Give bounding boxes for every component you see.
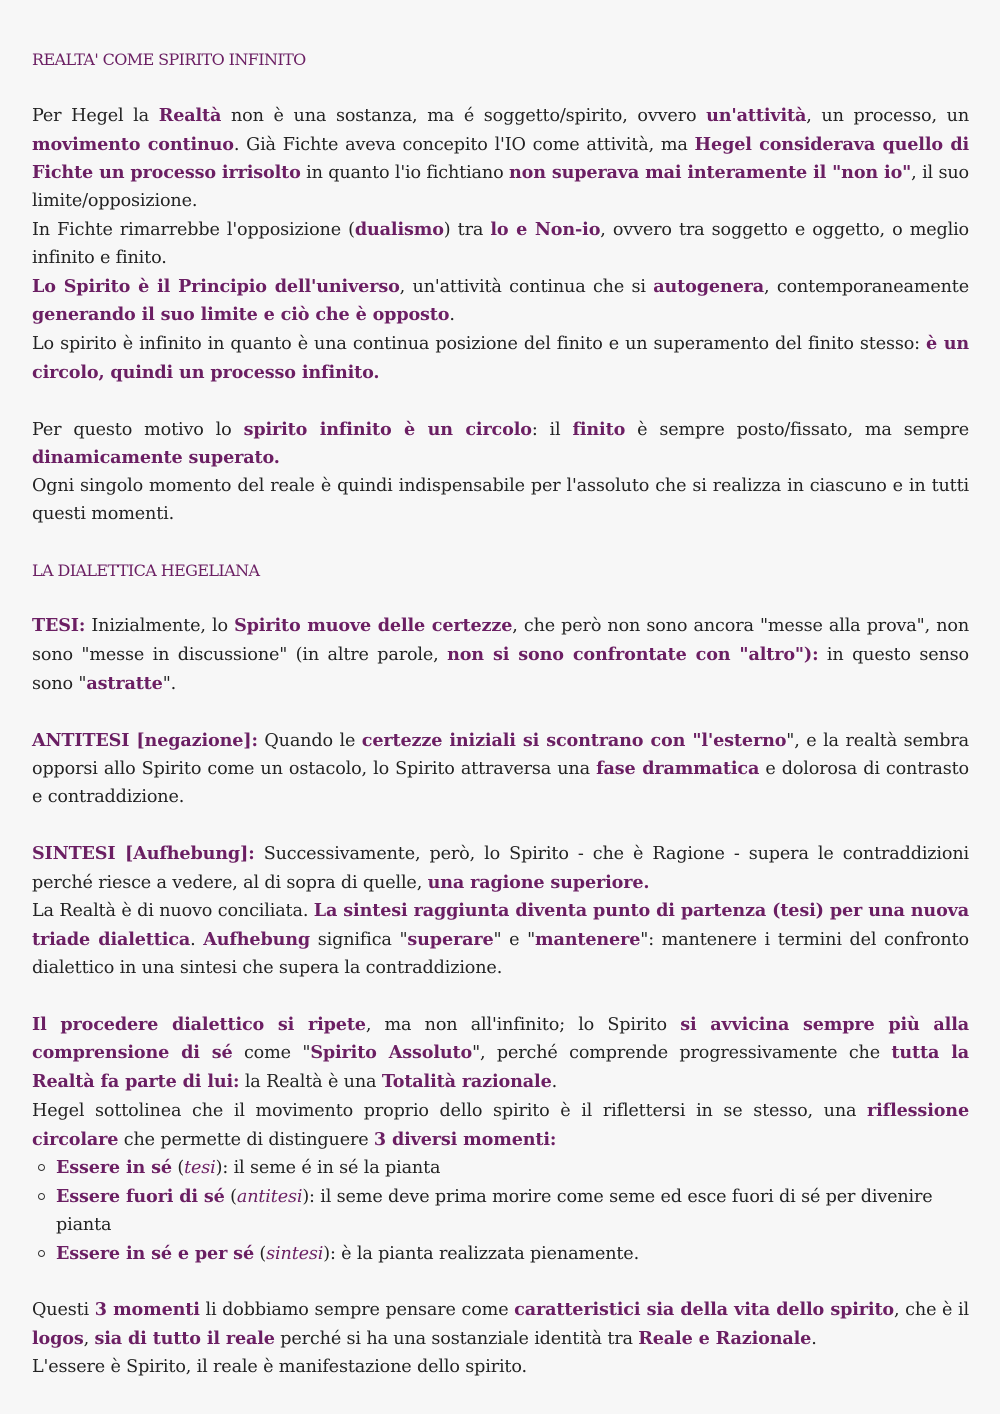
highlighted-text: dualismo [354,218,444,240]
spacer [32,585,969,613]
text-run: , che però non sono ancora "messe alla prova", non sono "messe in discussione" (in altre parole, [32,616,969,666]
moment-description: è la pianta realizzata pienamente. [341,1243,640,1264]
moment-name: Essere in sé e per sé [56,1242,254,1264]
highlighted-text: non superava mai interamente il "non io" [508,162,912,184]
text-run: Quando le [257,730,362,751]
text-run: . [190,930,204,951]
list-item: Essere in sé e per sé (sintesi): è la pianta realizzata pienamente. [32,1240,969,1269]
paragraph-sintesi-aufhebung [32,897,969,982]
text-run: Questi [32,1300,95,1321]
highlighted-text: Reale e Razionale [638,1328,812,1350]
paragraph-realta-soggetto [32,102,969,216]
highlighted-text: certezze iniziali si scontrano con "l'esterno [361,729,787,751]
spacer [32,388,969,416]
section-title-dialettica: LA DIALETTICA HEGELIANA [32,560,260,580]
text-run: . [551,1072,558,1093]
text-run: li dobbiamo sempre pensare come [199,1300,515,1321]
spacer [32,983,969,1011]
highlighted-text: dinamicamente superato. [32,447,280,469]
paragraph-essere-spirito [32,1354,969,1382]
spacer [32,529,969,557]
paragraph-circolo [32,416,969,474]
highlighted-text: astratte [86,672,163,694]
highlighted-text: Lo Spirito è il Principio dell'universo [32,275,400,297]
highlighted-text: superare [407,929,494,951]
highlighted-text: sia di tutto il reale [94,1328,275,1350]
text-run: , un processo, un [806,105,970,126]
highlighted-text: mantenere [535,929,641,951]
highlighted-text: riflessione circolare [32,1099,969,1150]
highlighted-text: spirito infinito è un circolo [243,418,532,440]
text-run: ", perché comprende progressivamente che [472,1043,892,1064]
highlighted-text: 3 momenti [94,1299,200,1321]
text-run: L'essere è Spirito, il reale è manifestazione dello spirito. [32,1357,527,1378]
paragraph-tre-momenti [32,1296,969,1354]
text-run: è sempre posto/fissato, ma sempre [625,419,969,440]
text-run: e dolorosa di contrasto e contraddizione. [32,759,969,808]
highlighted-text: si avvicina sempre più alla comprensione di sé [32,1013,969,1064]
highlighted-text: ANTITESI [negazione]: [32,729,258,751]
highlighted-text: finito [572,418,626,440]
text-run: ) tra [443,219,491,240]
moment-label: antitesi [236,1187,303,1208]
text-run: , il suo limite/opposizione. [32,163,969,212]
text-run: come " [232,1043,311,1064]
text-run: . [811,1329,817,1350]
highlighted-text: Hegel considerava quello di Fichte un processo irrisolto [32,133,970,184]
text-run: , contemporaneamente [764,276,969,297]
highlighted-text: fase drammatica [596,758,760,780]
section-title-realta: REALTA' COME SPIRITO INFINITO [32,50,306,69]
moment-name: Essere fuori di sé [56,1186,225,1208]
text-run: Per Hegel la [32,105,159,126]
spacer [32,74,969,102]
highlighted-text: non si sono confrontate con "altro"): [447,644,819,666]
text-run: Hegel sottolinea che il movimento proprio dello spirito è il riflettersi in se stesso, una [32,1100,868,1121]
moment-description: il seme é in sé la pianta [233,1158,441,1179]
highlighted-text: Spirito muove delle certezze [234,615,513,637]
moment-name: Essere in sé [56,1157,172,1179]
text-run: Inizialmente, lo [85,616,235,637]
highlighted-text: una ragione superiore. [427,871,650,893]
text-run: In Fichte rimarrebbe l'opposizione ( [32,219,355,240]
text-run: che permette di distinguere [118,1129,374,1150]
paragraph-momento-reale [32,473,969,529]
text-run: . [449,305,455,326]
text-run: ": mantenere i termini del confronto dialettico in una sintesi che supera la contraddizione. [32,930,969,978]
list-item: Essere fuori di sé (antitesi): il seme deve prima morire come seme ed esce fuori di sé per divenire pianta [32,1183,969,1240]
moments-list [32,1154,969,1268]
paragraph-spirito-infinito [32,330,969,388]
text-run: : il [531,419,573,440]
highlighted-text: movimento continuo [32,133,234,155]
highlighted-text: logos [32,1328,84,1350]
highlighted-text: 3 diversi momenti: [373,1128,557,1150]
moment-label: tesi [184,1158,216,1179]
list-item: Essere in sé (tesi): il seme é in sé la pianta [32,1154,969,1183]
text-run: " e " [493,930,536,951]
text-run: non è una sostanza, ma é soggetto/spirito, ovvero [221,105,707,126]
text-run: Successivamente, però, lo Spirito - che è Ragione - supera le contraddizioni perché riesce a vedere, al di sopra di quelle, [32,843,969,893]
text-run: in quanto l'io fichtiano [300,163,509,184]
paragraph-tesi [32,612,969,698]
paragraph-antitesi [32,727,969,812]
text-run: la Realtà è una [239,1072,382,1093]
moment-description: il seme deve prima morire come seme ed esce fuori di sé per divenire pianta [56,1187,933,1236]
highlighted-text: La sintesi raggiunta diventa punto di partenza (tesi) per una nuova triade dialettica [32,900,969,951]
highlighted-text: tutta la Realtà fa parte di lui: [32,1042,969,1093]
highlighted-text: TESI: [32,615,86,637]
paragraph-fichte-dualismo [32,216,969,273]
text-run: , un'attività continua che si [399,276,654,297]
text-run: in questo senso sono " [32,645,969,694]
text-run: ", e la realtà sembra opporsi allo Spirito come un ostacolo, lo Spirito attraversa una [32,730,969,780]
text-run: significa " [310,930,408,951]
highlighted-text: Aufhebung [203,929,311,951]
text-run: La Realtà è di nuovo conciliata. [32,901,314,922]
spacer [32,699,969,727]
text-run: . Già Fichte aveva concepito l'IO come attività, ma [233,134,695,155]
highlighted-text: Totalità razionale [381,1071,552,1093]
paragraph-riflessione-circolare [32,1097,969,1155]
spacer [32,1269,969,1297]
highlighted-text: Il procedere dialettico si ripete [32,1013,366,1035]
highlighted-text: Realtà [158,104,222,126]
spacer [32,812,969,840]
text-run: , ovvero tra soggetto e oggetto, o meglio infinito e finito. [32,219,969,268]
highlighted-text: SINTESI [Aufhebung]: [32,842,255,864]
text-run: , ma non all'infinito; lo Spirito [365,1014,681,1035]
text-run: , [83,1329,95,1350]
text-run: , che è il [894,1300,969,1321]
highlighted-text: autogenera [653,275,764,297]
highlighted-text: Spirito Assoluto [310,1042,473,1064]
text-run: perché si ha una sostanziale identità tra [274,1329,639,1350]
highlighted-text: un'attività [706,104,807,126]
highlighted-text: lo e Non-io [490,218,601,240]
paragraph-sintesi [32,840,969,898]
text-run: Lo spirito è infinito in quanto è una continua posizione del finito e un superamento del finito stesso: [32,334,927,355]
highlighted-text: generando il suo limite e ciò che è opposto [32,304,450,326]
text-run: Ogni singolo momento del reale è quindi indispensabile per l'assoluto che si realizza in ciascuno e in tutti questi momenti. [32,476,969,524]
highlighted-text: caratteristici sia della vita dello spirito [514,1299,895,1321]
text-run: Per questo motivo lo [32,419,244,440]
paragraph-spirito-principio [32,273,969,331]
highlighted-text: è un circolo, quindi un processo infinito. [32,333,969,383]
paragraph-procedere-dialettico [32,1011,969,1097]
text-run: ". [162,673,177,694]
moment-label: sintesi [266,1243,324,1264]
